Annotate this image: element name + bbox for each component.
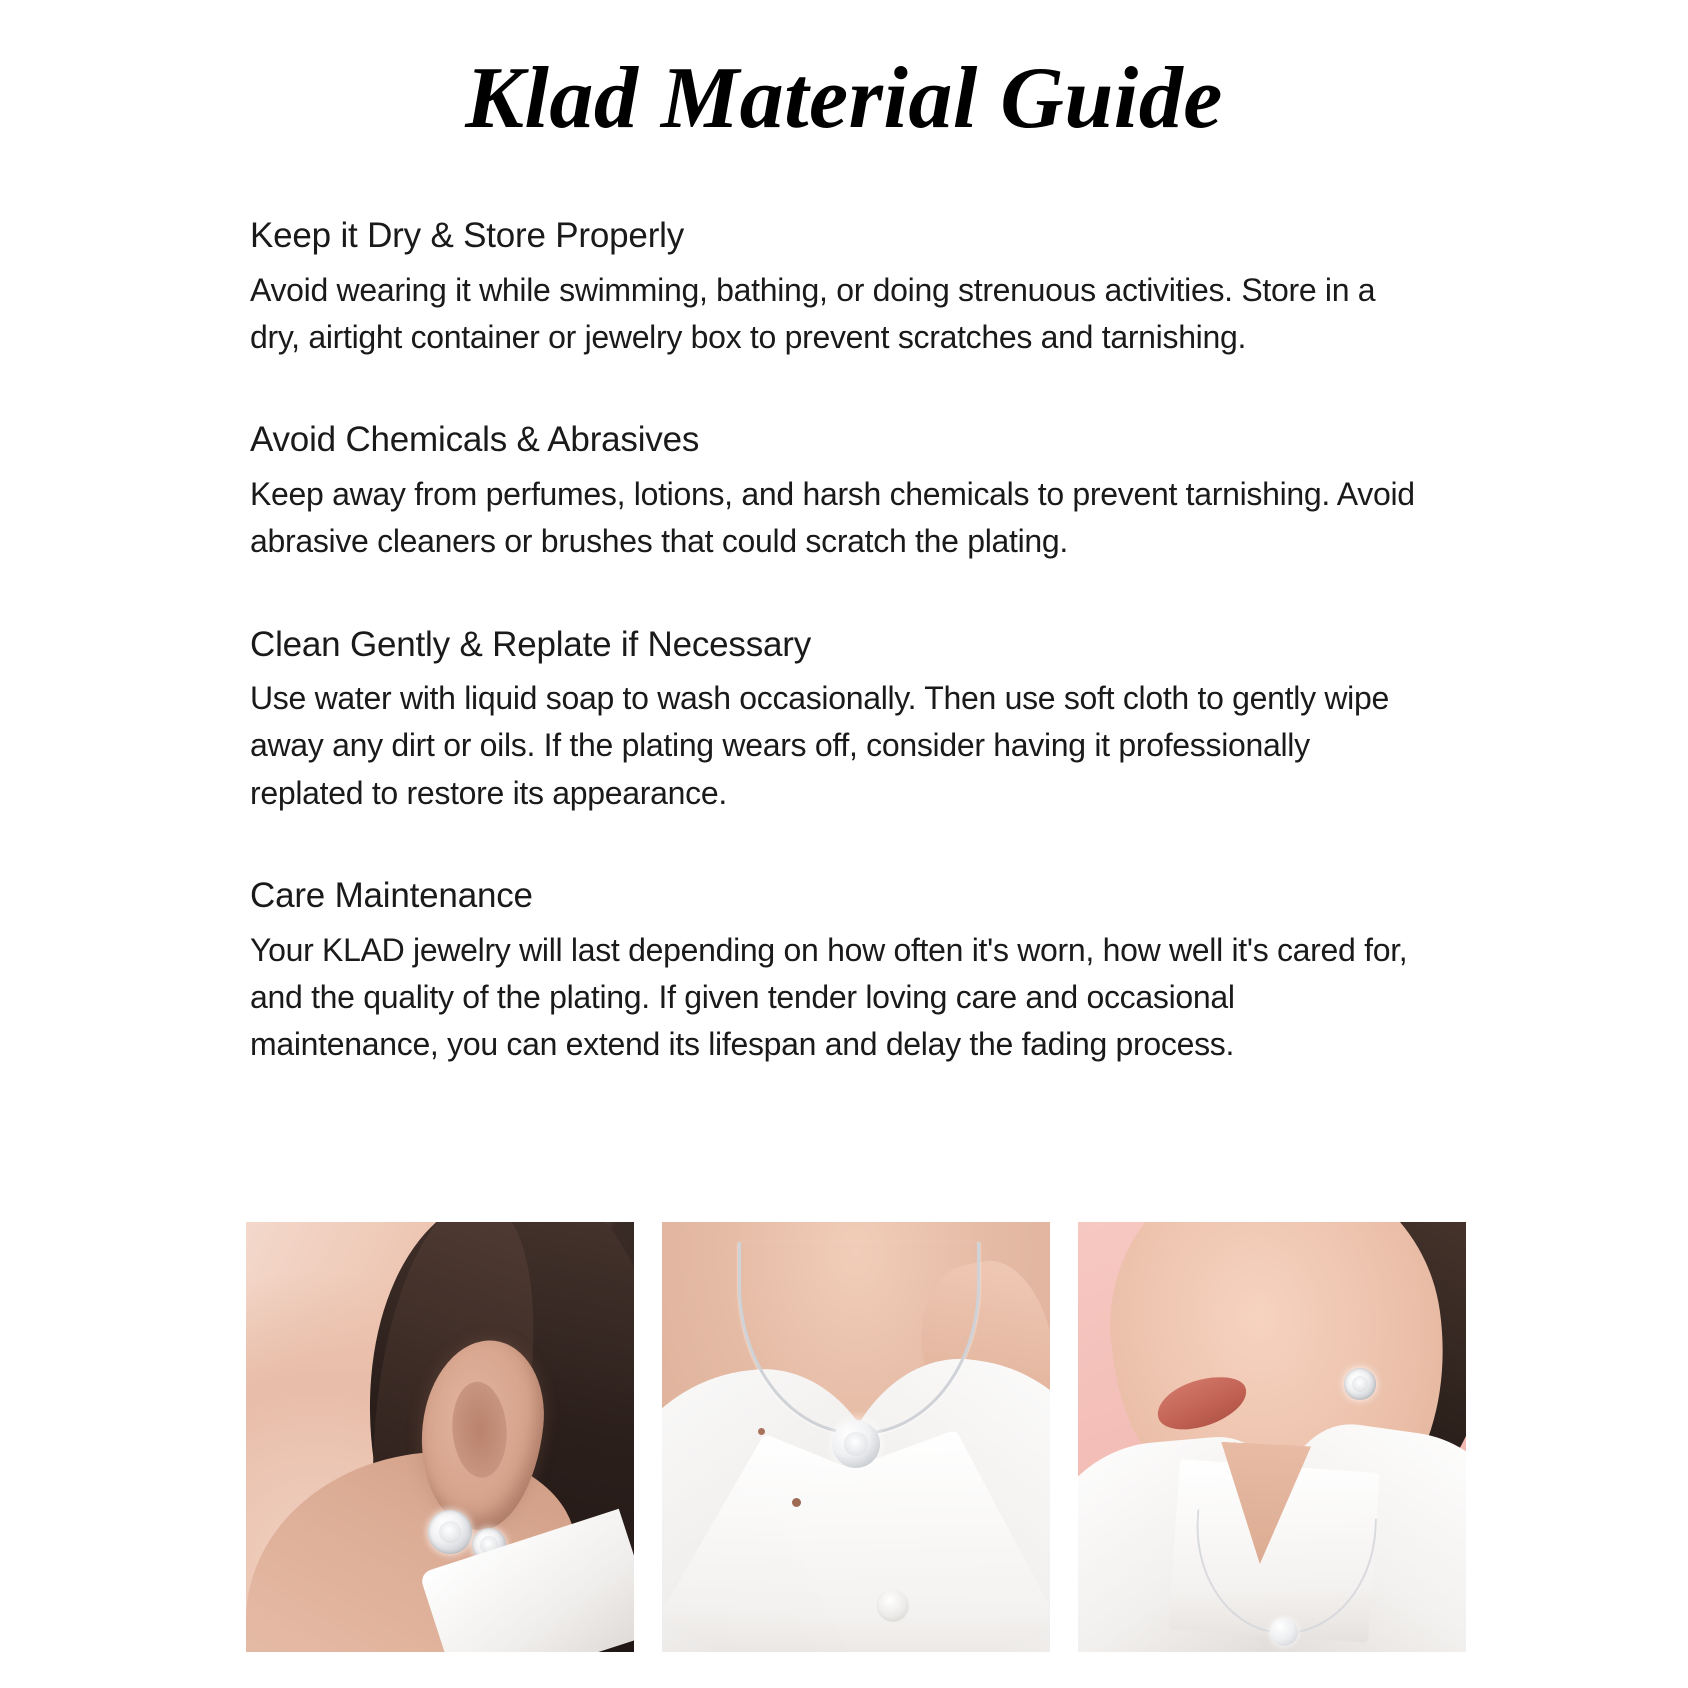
section-care-maintenance xyxy=(250,873,1488,1069)
section-clean-gently xyxy=(250,622,1488,818)
necklace-pendant xyxy=(1270,1618,1298,1646)
pendant-ring xyxy=(832,1420,880,1468)
beauty-mark xyxy=(792,1498,801,1507)
photo-necklace-closeup xyxy=(662,1222,1050,1652)
section-body: Your KLAD jewelry will last depending on how often it's worn, how well it's cared for, and the quality of the plating. If given tender loving care and occasional maintenance, you can extend its lifespan and delay the fading process. xyxy=(250,931,1408,1063)
beauty-mark xyxy=(758,1428,765,1435)
section-body: Keep away from perfumes, lotions, and harsh chemicals to prevent tarnishing. Avoid abrasive cleaners or brushes that could scratch the plating. xyxy=(250,475,1415,560)
section-heading: Avoid Chemicals & Abrasives xyxy=(250,420,700,460)
section-heading: Clean Gently & Replate if Necessary xyxy=(250,624,812,664)
section-keep-it-dry xyxy=(250,213,1488,361)
stud-earring-large xyxy=(428,1510,472,1554)
necklace-pendant xyxy=(832,1420,880,1468)
section-heading: Keep it Dry & Store Properly xyxy=(250,216,685,256)
section-body: Use water with liquid soap to wash occasionally. Then use soft cloth to gently wipe away any dirt or oils. If the plating wears off, consider having it professionally replated to restore its appearance. xyxy=(250,680,1389,811)
section-body: Avoid wearing it while swimming, bathing, or doing strenuous activities. Store in a dry, airtight container or jewelry box to prevent scratches and tarnishing. xyxy=(250,271,1376,356)
stud-earring xyxy=(1344,1368,1376,1400)
product-photo-gallery xyxy=(246,1222,1466,1652)
shirt-button-shape xyxy=(878,1590,908,1620)
photo-earring-closeup xyxy=(246,1222,634,1652)
guide-sections xyxy=(0,213,1688,1069)
section-avoid-chemicals xyxy=(250,417,1488,565)
photo-model-portrait xyxy=(1078,1222,1466,1652)
page-title: Klad Material Guide xyxy=(465,50,1223,147)
section-heading: Care Maintenance xyxy=(250,876,533,916)
